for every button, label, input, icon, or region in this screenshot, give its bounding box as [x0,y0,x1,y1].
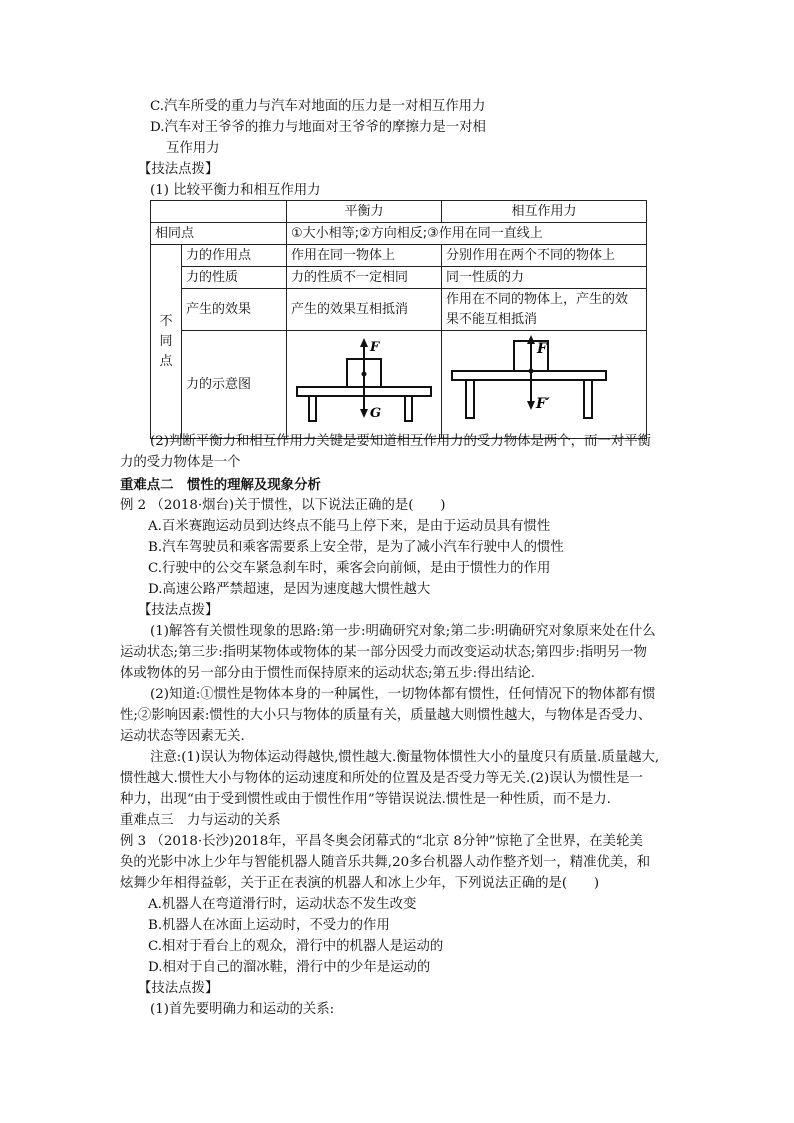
table-row [151,267,647,289]
paragraph-line: (1)首先要明确力和运动的关系: [150,1002,335,1017]
tip-2-line2: 力的受力物体是一个 [120,455,241,470]
row-balance: 力的性质不一定相同 [287,267,442,289]
balance-figure-cell [287,331,442,439]
comparison-table [150,200,647,439]
label-f: F [537,341,547,357]
table-row [151,245,647,267]
row-interaction: 同一性质的力 [442,267,647,289]
example-3-option-c: C.相对于看台上的观众，滑行中的机器人是运动的 [148,939,444,954]
diff-label: 不同点 [159,313,173,369]
example-2-question: 例 2 （2018·烟台)关于惯性，以下说法正确的是( ) [120,498,446,513]
paragraph-line: 种力，出现“由于受到惯性或由于惯性作用”等错误说法.惯性是一种性质，而不是力. [120,792,611,807]
paragraph-line: 注意:(1)误认为物体运动得越快,惯性越大.衡量物体惯性大小的量度只有质量.质量越大, [150,750,660,765]
interaction-table-figure [452,341,606,418]
table-leg-right [405,396,412,421]
label-g: G [370,406,382,421]
tips-heading-3: 【技法点拨】 [138,981,219,996]
option-d-cont: 互作用力 [166,141,220,156]
action-point [529,369,534,374]
label-f-prime: F′ [536,396,550,412]
row-balance: 产生的效果互相抵消 [287,289,442,331]
tips-heading: 【技法点拨】 [138,162,219,177]
paragraph-line: (2)知道:①惯性是物体本身的一种属性，一切物体都有惯性，任何情况下的物体都有惯 [150,687,656,702]
table-header-row [151,201,647,223]
example-3-option-b: B.机器人在冰面上运动时，不受力的作用 [148,918,390,933]
table-leg-left [466,380,474,418]
table-row-figures [151,331,647,439]
option-c: C.汽车所受的重力与汽车对地面的压力是一对相互作用力 [150,99,486,114]
tip-2-line1: (2)判断平衡力和相互作用力关键是要知道相互作用力的受力物体是两个，而一对平衡 [150,434,652,449]
example-2-option-b: B.汽车驾驶员和乘客需要系上安全带，是为了减小汽车行驶中人的惯性 [148,540,564,555]
row-balance: 作用在同一物体上 [287,245,442,267]
table-row [151,289,647,331]
paragraph-line: (1)解答有关惯性现象的思路:第一步:明确研究对象;第二步:明确研究对象原来处在什么 [150,624,656,639]
row-label: 力的作用点 [182,245,287,267]
paragraph-line: 惯性越大.惯性大小与物体的运动速度和所处的位置及是否受力等无关.(2)误认为惯性是一 [120,771,643,786]
example-2-option-d: D.高速公路严禁超速，是因为速度越大惯性越大 [148,582,431,597]
table-leg-left [309,396,316,421]
row-interaction-line2: 果不能互相抵消 [446,311,538,327]
section-heading-2: 重难点二 惯性的理解及现象分析 [120,477,321,493]
example-3-option-a: A.机器人在弯道滑行时，运动状态不发生改变 [148,897,417,912]
same-label: 相同点 [151,223,287,245]
action-point [362,372,367,377]
row-interaction-line1: 作用在不同的物体上，产生的效 [446,291,629,307]
header-empty-cell [151,201,287,223]
row-interaction: 分别作用在两个不同的物体上 [442,245,647,267]
same-value: ①大小相等;②方向相反;③作用在同一直线上 [287,223,647,245]
paragraph-line: 体或物体的另一部分由于惯性而保持原来的运动状态;第五步:得出结论. [120,666,535,681]
row-label: 力的性质 [182,267,287,289]
row-interaction-cell [442,289,647,331]
paragraph-line: 性;②影响因素:惯性的大小只与物体的质量有关，质量越大则惯性越大，与物体是否受力、 [120,708,652,723]
interaction-figure-cell [442,331,647,439]
row-label: 产生的效果 [182,289,287,331]
tip-1-title: (1) 比较平衡力和相互作用力 [150,183,321,198]
interaction-force-diagram [442,331,646,431]
example-3-option-d: D.相对于自己的溜冰鞋，滑行中的少年是运动的 [148,960,431,975]
tips-heading-2: 【技法点拨】 [138,603,219,618]
example-3-line1: 例 3 （2018·长沙)2018年，平昌冬奥会闭幕式的“北京 8分钟”惊艳了全世界，在美轮美 [120,834,643,849]
paragraph-line: 运动状态;第三步:指明某物体或物体的某一部分因受力而改变运动状态;第四步:指明另一物 [120,645,647,660]
header-balance: 平衡力 [287,201,442,223]
section-heading-3: 重难点三 力与运动的关系 [120,813,281,828]
example-2-option-c: C.行驶中的公交车紧急刹车时，乘客会向前倾，是由于惯性力的作用 [148,561,551,576]
table-leg-right [584,380,592,418]
label-f: F [370,340,380,355]
option-d: D.汽车对王爷爷的推力与地面对王爷爷的摩擦力是一对相 [150,120,486,135]
header-interaction: 相互作用力 [442,201,647,223]
example-3-line2: 奂的光影中冰上少年与智能机器人随音乐共舞,20多台机器人动作整齐划一，精准优美，和 [120,855,651,870]
example-2-option-a: A.百米赛跑运动员到达终点不能马上停下来，是由于运动员具有惯性 [148,519,551,534]
example-3-line3: 炫舞少年相得益彰，关于正在表演的机器人和冰上少年，下列说法正确的是( ) [120,876,600,891]
paragraph-line: 运动状态等因素无关. [120,729,245,744]
row-label: 力的示意图 [182,331,287,439]
table-row-same [151,223,647,245]
balance-force-diagram [287,331,441,431]
diff-label-cell [151,245,182,439]
